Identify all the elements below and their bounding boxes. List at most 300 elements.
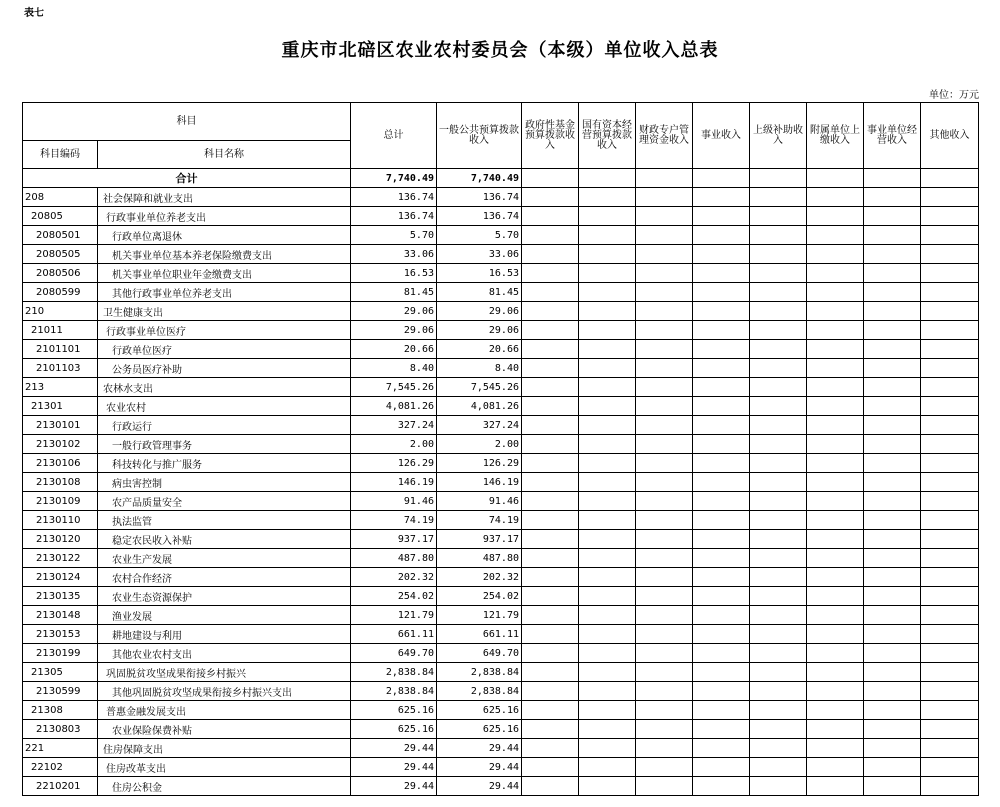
empty-cell [636, 606, 693, 625]
empty-cell [522, 568, 579, 587]
general-budget-cell: 126.29 [437, 454, 522, 473]
header-general-budget: 一般公共预算拨款收入 [437, 103, 522, 169]
empty-cell [522, 530, 579, 549]
empty-cell [750, 739, 807, 758]
total-cell: 7,545.26 [351, 378, 437, 397]
empty-cell [864, 682, 921, 701]
empty-cell [693, 606, 750, 625]
code-cell: 2130124 [23, 568, 98, 587]
table-row [23, 226, 979, 245]
empty-cell [636, 587, 693, 606]
name-cell: 行政事业单位医疗 [98, 321, 351, 340]
table-row [23, 473, 979, 492]
empty-cell [579, 663, 636, 682]
code-cell: 2130148 [23, 606, 98, 625]
total-cell: 625.16 [351, 720, 437, 739]
table-row [23, 739, 979, 758]
empty-cell [636, 435, 693, 454]
empty-cell [522, 245, 579, 264]
table-row [23, 530, 979, 549]
empty-cell [522, 454, 579, 473]
empty-cell [522, 378, 579, 397]
total-cell: 91.46 [351, 492, 437, 511]
empty-cell [693, 340, 750, 359]
general-budget-cell: 81.45 [437, 283, 522, 302]
code-cell: 2130153 [23, 625, 98, 644]
empty-cell [636, 226, 693, 245]
empty-cell [693, 530, 750, 549]
empty-cell [636, 663, 693, 682]
code-cell: 213 [23, 378, 98, 397]
total-cell: 2.00 [351, 435, 437, 454]
income-summary-table [22, 102, 979, 796]
general-budget-cell: 29.44 [437, 758, 522, 777]
empty-cell [864, 302, 921, 321]
empty-cell [750, 207, 807, 226]
empty-cell [864, 587, 921, 606]
name-cell: 其他行政事业单位养老支出 [98, 283, 351, 302]
empty-cell [807, 397, 864, 416]
empty-cell [636, 492, 693, 511]
table-row [23, 682, 979, 701]
name-cell: 农业农村 [98, 397, 351, 416]
empty-cell [693, 245, 750, 264]
general-budget-cell: 5.70 [437, 226, 522, 245]
empty-cell [579, 530, 636, 549]
empty-cell [864, 264, 921, 283]
empty-cell [579, 397, 636, 416]
empty-cell [807, 492, 864, 511]
empty-cell [807, 758, 864, 777]
empty-cell [807, 777, 864, 796]
empty-cell [522, 321, 579, 340]
empty-cell [579, 416, 636, 435]
empty-cell [864, 530, 921, 549]
empty-cell [750, 226, 807, 245]
name-cell: 行政单位离退休 [98, 226, 351, 245]
table-row [23, 435, 979, 454]
empty-cell [693, 587, 750, 606]
empty-cell [579, 264, 636, 283]
empty-cell [807, 378, 864, 397]
code-cell: 221 [23, 739, 98, 758]
empty-cell [921, 758, 979, 777]
total-label: 合计 [23, 169, 351, 188]
empty-cell [693, 511, 750, 530]
total-cell: 487.80 [351, 549, 437, 568]
empty-cell [522, 359, 579, 378]
table-row [23, 283, 979, 302]
unit-label: 单位：万元 [929, 90, 979, 101]
total-cell: 625.16 [351, 701, 437, 720]
name-cell: 一般行政管理事务 [98, 435, 351, 454]
total-cell: 81.45 [351, 283, 437, 302]
general-budget-cell: 29.06 [437, 302, 522, 321]
empty-cell [522, 492, 579, 511]
empty-cell [921, 682, 979, 701]
table-row [23, 758, 979, 777]
name-cell: 其他巩固脱贫攻坚成果衔接乡村振兴支出 [98, 682, 351, 701]
empty-cell [921, 359, 979, 378]
total-cell: 146.19 [351, 473, 437, 492]
general-budget-cell: 2.00 [437, 435, 522, 454]
empty-cell [579, 625, 636, 644]
empty-cell [636, 758, 693, 777]
name-cell: 农村合作经济 [98, 568, 351, 587]
code-cell: 2130599 [23, 682, 98, 701]
empty-cell [636, 625, 693, 644]
empty-cell [807, 188, 864, 207]
empty-cell [579, 245, 636, 264]
table-row [23, 340, 979, 359]
empty-cell [750, 321, 807, 340]
table-row [23, 701, 979, 720]
empty-cell [522, 340, 579, 359]
name-cell: 农林水支出 [98, 378, 351, 397]
table-row [23, 359, 979, 378]
empty-cell [750, 302, 807, 321]
total-cell: 136.74 [351, 207, 437, 226]
empty-cell [522, 302, 579, 321]
empty-cell [750, 587, 807, 606]
name-cell: 卫生健康支出 [98, 302, 351, 321]
empty-cell [921, 587, 979, 606]
empty-cell [807, 568, 864, 587]
general-budget-cell: 625.16 [437, 720, 522, 739]
general-budget-cell: 33.06 [437, 245, 522, 264]
name-cell: 渔业发展 [98, 606, 351, 625]
empty-cell [693, 663, 750, 682]
empty-cell [522, 473, 579, 492]
empty-cell [636, 777, 693, 796]
empty-cell [921, 188, 979, 207]
total-cell: 29.06 [351, 321, 437, 340]
header-fiscal-account: 财政专户管理资金收入 [636, 103, 693, 169]
total-cell: 121.79 [351, 606, 437, 625]
empty-cell [522, 682, 579, 701]
empty-cell [921, 777, 979, 796]
code-cell: 2130102 [23, 435, 98, 454]
code-cell: 2080501 [23, 226, 98, 245]
code-cell: 2130199 [23, 644, 98, 663]
empty-cell [693, 321, 750, 340]
code-cell: 2130803 [23, 720, 98, 739]
empty-cell [522, 226, 579, 245]
general-budget-cell: 29.44 [437, 777, 522, 796]
empty-cell [693, 739, 750, 758]
name-cell: 农产品质量安全 [98, 492, 351, 511]
table-row [23, 644, 979, 663]
empty-cell [921, 473, 979, 492]
empty-cell [522, 264, 579, 283]
code-cell: 2101101 [23, 340, 98, 359]
empty-cell [750, 758, 807, 777]
general-budget-cell: 625.16 [437, 701, 522, 720]
general-budget-cell: 649.70 [437, 644, 522, 663]
code-cell: 2130135 [23, 587, 98, 606]
empty-cell [807, 264, 864, 283]
empty-cell [636, 378, 693, 397]
table-row [23, 188, 979, 207]
header-state-capital: 国有资本经营预算拨款收入 [579, 103, 636, 169]
empty-cell [807, 245, 864, 264]
empty-cell [864, 397, 921, 416]
empty-cell [636, 511, 693, 530]
empty-cell [921, 245, 979, 264]
empty-cell [921, 454, 979, 473]
empty-cell [522, 701, 579, 720]
empty-cell [693, 226, 750, 245]
empty-cell [864, 492, 921, 511]
empty-cell [807, 549, 864, 568]
empty-cell [693, 777, 750, 796]
table-row [23, 625, 979, 644]
general-budget-cell: 661.11 [437, 625, 522, 644]
empty-cell [636, 682, 693, 701]
table-row [23, 245, 979, 264]
empty-cell [579, 207, 636, 226]
total-cell: 2,838.84 [351, 682, 437, 701]
general-budget-cell: 8.40 [437, 359, 522, 378]
general-budget-cell: 7,545.26 [437, 378, 522, 397]
empty-cell [636, 188, 693, 207]
table-row [23, 207, 979, 226]
empty-cell [579, 701, 636, 720]
table-row [23, 264, 979, 283]
empty-cell [750, 473, 807, 492]
empty-cell [579, 378, 636, 397]
general-budget-cell: 121.79 [437, 606, 522, 625]
empty-cell [921, 492, 979, 511]
empty-cell [522, 758, 579, 777]
empty-cell [864, 188, 921, 207]
empty-cell [807, 207, 864, 226]
empty-cell [636, 340, 693, 359]
general-budget-cell: 487.80 [437, 549, 522, 568]
empty-cell [921, 644, 979, 663]
empty-cell [522, 397, 579, 416]
empty-cell [693, 435, 750, 454]
empty-cell [864, 207, 921, 226]
empty-cell [750, 511, 807, 530]
name-cell: 住房保障支出 [98, 739, 351, 758]
empty-cell [807, 530, 864, 549]
empty-cell [921, 416, 979, 435]
empty-cell [693, 758, 750, 777]
general-budget-cell: 91.46 [437, 492, 522, 511]
empty-cell [750, 644, 807, 663]
empty-cell [579, 188, 636, 207]
empty-cell [921, 549, 979, 568]
empty-cell [636, 302, 693, 321]
empty-cell [750, 492, 807, 511]
general-budget-cell: 136.74 [437, 207, 522, 226]
empty-cell [579, 226, 636, 245]
empty-cell [750, 416, 807, 435]
table-row [23, 454, 979, 473]
empty-cell [864, 739, 921, 758]
total-cell: 16.53 [351, 264, 437, 283]
empty-cell [921, 283, 979, 302]
empty-cell [522, 606, 579, 625]
empty-cell [921, 511, 979, 530]
empty-cell [864, 625, 921, 644]
empty-cell [522, 587, 579, 606]
empty-cell [636, 644, 693, 663]
name-cell: 农业生产发展 [98, 549, 351, 568]
empty-cell [693, 416, 750, 435]
empty-cell [864, 720, 921, 739]
total-cell: 8.40 [351, 359, 437, 378]
empty-cell [864, 473, 921, 492]
total-cell: 937.17 [351, 530, 437, 549]
page-title: 重庆市北碚区农业农村委员会（本级）单位收入总表 [281, 40, 719, 61]
header-affiliate-income: 附属单位上缴收入 [807, 103, 864, 169]
empty-cell [636, 283, 693, 302]
code-cell: 2130101 [23, 416, 98, 435]
empty-cell [750, 359, 807, 378]
empty-cell [864, 283, 921, 302]
name-cell: 行政运行 [98, 416, 351, 435]
empty-cell [693, 625, 750, 644]
empty-cell [807, 739, 864, 758]
name-cell: 科技转化与推广服务 [98, 454, 351, 473]
empty-cell [636, 264, 693, 283]
empty-cell [636, 530, 693, 549]
total-row [23, 169, 979, 188]
header-subject-name: 科目名称 [98, 141, 351, 169]
empty-cell [750, 549, 807, 568]
empty-cell [636, 473, 693, 492]
total-cell: 254.02 [351, 587, 437, 606]
name-cell: 住房公积金 [98, 777, 351, 796]
empty-cell [807, 302, 864, 321]
empty-cell [636, 454, 693, 473]
empty-cell [522, 739, 579, 758]
total-cell: 661.11 [351, 625, 437, 644]
empty-cell [693, 207, 750, 226]
empty-cell [750, 530, 807, 549]
total-cell: 29.06 [351, 302, 437, 321]
total-cell: 2,838.84 [351, 663, 437, 682]
name-cell: 巩固脱贫攻坚成果衔接乡村振兴 [98, 663, 351, 682]
empty-cell [522, 549, 579, 568]
header-fund-budget: 政府性基金预算拨款收入 [522, 103, 579, 169]
code-cell: 208 [23, 188, 98, 207]
empty-cell [807, 606, 864, 625]
name-cell: 农业保险保费补贴 [98, 720, 351, 739]
empty-cell [522, 207, 579, 226]
empty-cell [864, 454, 921, 473]
general-budget-cell: 327.24 [437, 416, 522, 435]
empty-cell [864, 435, 921, 454]
empty-cell [693, 283, 750, 302]
empty-cell [864, 416, 921, 435]
empty-cell [807, 625, 864, 644]
empty-cell [807, 720, 864, 739]
empty-cell [864, 340, 921, 359]
empty-cell [921, 340, 979, 359]
name-cell: 社会保障和就业支出 [98, 188, 351, 207]
empty-cell [750, 682, 807, 701]
code-cell: 210 [23, 302, 98, 321]
empty-cell [807, 511, 864, 530]
empty-cell [579, 511, 636, 530]
empty-cell [636, 739, 693, 758]
empty-cell [750, 701, 807, 720]
empty-cell [807, 416, 864, 435]
empty-cell [579, 644, 636, 663]
table-row [23, 416, 979, 435]
code-cell: 21301 [23, 397, 98, 416]
general-budget-cell: 937.17 [437, 530, 522, 549]
general-budget-cell: 146.19 [437, 473, 522, 492]
empty-cell [636, 321, 693, 340]
header-operation-income: 事业单位经营收入 [864, 103, 921, 169]
empty-cell [693, 359, 750, 378]
table-row [23, 720, 979, 739]
header-superior-subsidy: 上级补助收入 [750, 103, 807, 169]
empty-cell [579, 340, 636, 359]
general-budget-cell: 136.74 [437, 188, 522, 207]
general-budget-cell: 20.66 [437, 340, 522, 359]
empty-cell [921, 378, 979, 397]
empty-cell [750, 378, 807, 397]
table-row [23, 321, 979, 340]
table-number-tag: 表七 [24, 8, 44, 19]
name-cell: 公务员医疗补助 [98, 359, 351, 378]
empty-cell [636, 397, 693, 416]
general-budget-cell: 254.02 [437, 587, 522, 606]
empty-cell [579, 283, 636, 302]
empty-cell [921, 701, 979, 720]
table-row [23, 511, 979, 530]
empty-cell [522, 188, 579, 207]
name-cell: 稳定农民收入补贴 [98, 530, 351, 549]
total-cell: 33.06 [351, 245, 437, 264]
code-cell: 22102 [23, 758, 98, 777]
table-row [23, 663, 979, 682]
total-total-cell: 7,740.49 [351, 169, 437, 188]
total-cell: 74.19 [351, 511, 437, 530]
empty-cell [750, 663, 807, 682]
general-budget-cell: 16.53 [437, 264, 522, 283]
empty-cell [636, 701, 693, 720]
total-cell: 20.66 [351, 340, 437, 359]
empty-cell [522, 720, 579, 739]
empty-cell [807, 701, 864, 720]
empty-cell [807, 435, 864, 454]
empty-cell [579, 302, 636, 321]
empty-cell [921, 207, 979, 226]
general-budget-cell: 29.06 [437, 321, 522, 340]
general-budget-cell: 202.32 [437, 568, 522, 587]
code-cell: 2080506 [23, 264, 98, 283]
total-cell: 29.44 [351, 758, 437, 777]
empty-cell [864, 568, 921, 587]
empty-cell [750, 720, 807, 739]
general-budget-cell: 29.44 [437, 739, 522, 758]
name-cell: 机关事业单位基本养老保险缴费支出 [98, 245, 351, 264]
empty-cell [693, 701, 750, 720]
table-row [23, 492, 979, 511]
empty-cell [921, 321, 979, 340]
empty-cell [750, 568, 807, 587]
empty-cell [522, 416, 579, 435]
empty-cell [750, 188, 807, 207]
empty-cell [579, 549, 636, 568]
empty-cell [807, 283, 864, 302]
